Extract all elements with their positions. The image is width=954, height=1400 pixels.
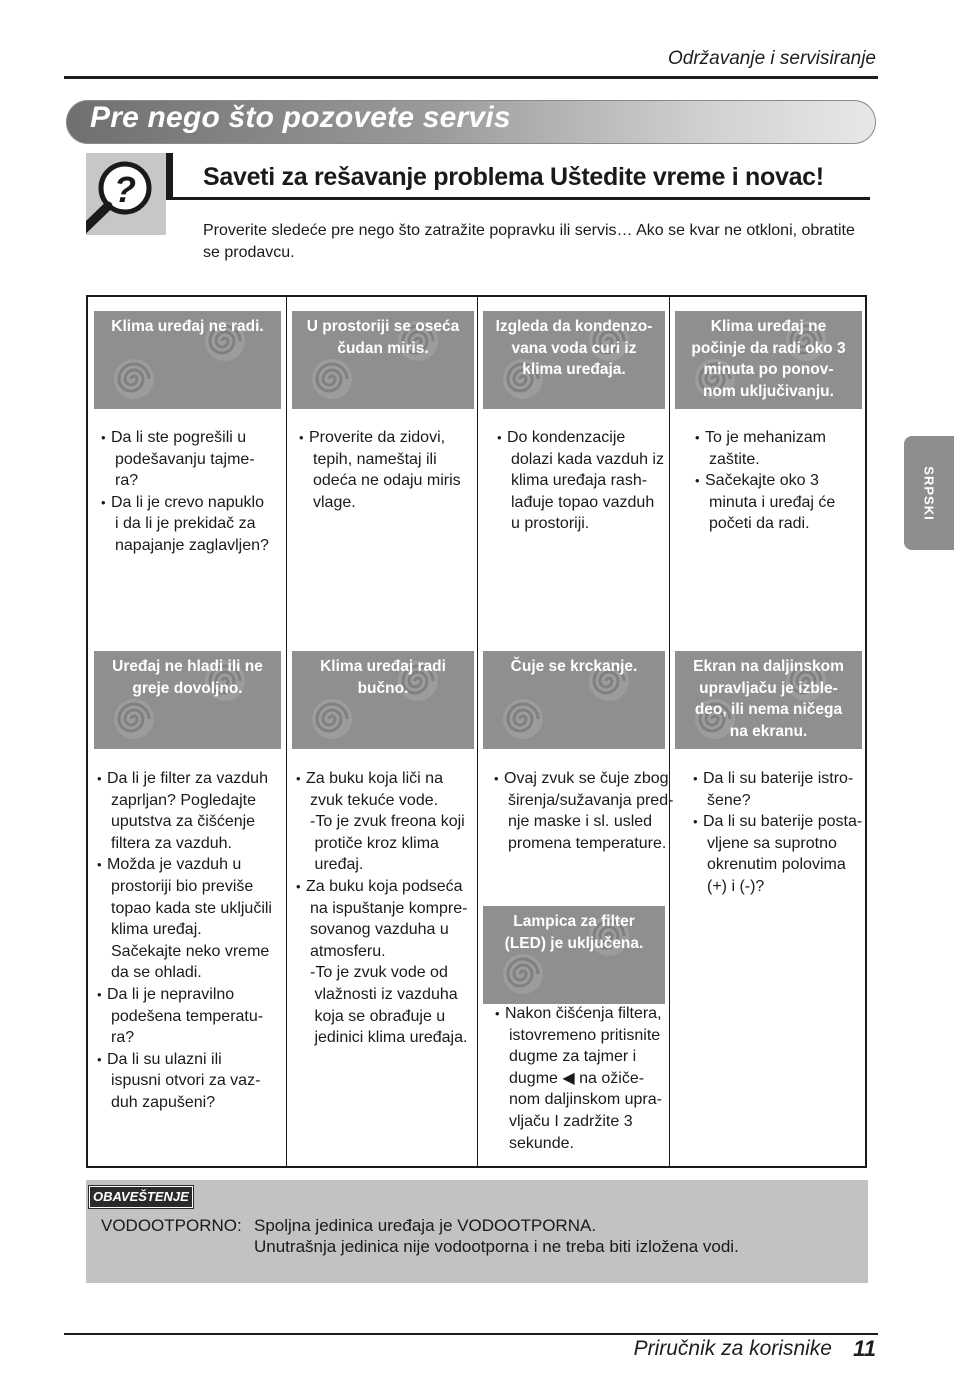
svg-text:?: ? [114, 169, 136, 210]
problem-title-line: na ekranu. [729, 722, 808, 740]
solution-line: šene? [707, 791, 751, 809]
solution-line: protiče kroz klima [310, 834, 439, 852]
swirl-decoration-icon [310, 357, 354, 401]
swirl-decoration-icon [501, 952, 545, 996]
problem-header [292, 311, 474, 409]
swirl-decoration-icon [501, 697, 545, 741]
problem-header [292, 651, 474, 749]
solution-line: lađuje topao vazduh [511, 493, 655, 511]
heading-accent-bar [166, 153, 173, 199]
solution-line: koja se obrađuje u [310, 1007, 446, 1025]
top-rule [64, 76, 878, 79]
problem-title-line: Izgleda da kondenzo- [495, 318, 653, 335]
problem-header [94, 651, 281, 749]
solution-list [494, 768, 674, 854]
problem-title-line: vana voda curi iz [511, 339, 637, 357]
solution-list [299, 427, 475, 513]
solution-line: vlažnosti iz vazduha [310, 985, 458, 1003]
solution-list [497, 427, 665, 535]
solution-line: okrenutim polovima [707, 856, 846, 874]
notice-line: Unutrašnja jedinica nije vodootporna i ne treba biti izložena vodi. [254, 1237, 739, 1256]
solution-line: nje maske i sl. usled [508, 813, 653, 831]
solution-bullet: • Do kondenzacije [497, 427, 665, 449]
problem-title-line: Klima uređaj ne [710, 318, 827, 335]
problem-title-line: deo, ili nema ničega [694, 701, 843, 718]
solution-line: odeća ne odaju miris [313, 472, 461, 490]
problem-title-line: Lampica za filter [513, 913, 635, 930]
bottom-rule [64, 1333, 878, 1335]
solution-bullet: • Da li su ulazni ili [97, 1049, 283, 1071]
problem-title-line: počinje da radi oko 3 [691, 339, 846, 357]
problem-title [292, 311, 474, 359]
problem-title-line: greje dovoljno. [132, 679, 243, 697]
solution-line: podešena temperatu- [111, 1007, 264, 1025]
solution-line: dugme za tajmer i [509, 1048, 637, 1066]
solution-bullet: • Da li je filter za vazduh [97, 768, 283, 790]
solution-line: i da li je prekidač za [115, 515, 256, 533]
solution-line: vlage. [313, 493, 356, 511]
solution-bullet: • Sačekajte oko 3 [695, 470, 863, 492]
page-title: Pre nego što pozovete servis [90, 101, 511, 134]
solution-line: uređaj. [310, 856, 364, 874]
problem-header [483, 651, 665, 749]
problem-title-line: Čuje se krckanje. [510, 658, 638, 675]
problem-header [483, 311, 665, 409]
footer-label: Priručnik za korisnike [633, 1337, 832, 1360]
solution-list [101, 427, 281, 557]
problem-title [675, 311, 862, 402]
solution-bullet: • Možda je vazduh u [97, 854, 283, 876]
heading-underline [166, 197, 870, 200]
solution-line: zvuk tekuće vode. [310, 791, 439, 809]
section-title: Saveti za rešavanje problema Uštedite vreme i novac! [203, 163, 824, 191]
solution-bullet: • Da li su baterije istro- [693, 768, 868, 790]
solution-bullet: • Proverite da zidovi, [299, 427, 475, 449]
solution-line: prostoriji bio previše [111, 877, 254, 895]
notice-badge: OBAVEŠTENJE [89, 1186, 193, 1208]
solution-line: dolazi kada vazduh iz [511, 450, 664, 468]
problem-title-line: bučno. [357, 679, 409, 697]
column-divider [286, 296, 287, 1167]
solution-line: sekunde. [509, 1134, 574, 1152]
solution-line: da se ohladi. [111, 964, 202, 982]
help-box [86, 153, 166, 235]
solution-line: promena temperature. [508, 834, 667, 852]
problem-title-line: Uređaj ne hladi ili ne [112, 658, 263, 675]
solution-line: duh zapušeni? [111, 1093, 216, 1111]
solution-bullet: • Za buku koja podseća [296, 876, 476, 898]
solution-line: napajanje zaglavljen? [115, 536, 269, 554]
solution-line: zaštite. [709, 450, 760, 468]
solution-line: tepih, nameštaj ili [313, 450, 437, 468]
solution-line: -To je zvuk vode od [310, 964, 448, 982]
swirl-decoration-icon [310, 697, 354, 741]
solution-line: ispusni otvori za vaz- [111, 1072, 261, 1090]
solution-list [693, 768, 868, 898]
problem-title [94, 311, 281, 338]
solution-line: filtera za vazduh. [111, 834, 232, 852]
solution-list [495, 1003, 667, 1154]
problem-title-line: minuta po ponov- [703, 361, 834, 378]
problem-header [675, 311, 862, 409]
running-head: Održavanje i servisiranje [667, 48, 876, 69]
problem-title-line: Ekran na daljinskom [693, 658, 844, 675]
problem-title [94, 651, 281, 699]
problem-title [292, 651, 474, 699]
solution-line: uputstva za čišćenje [111, 813, 256, 831]
column-divider [669, 296, 670, 1167]
magnifier-question-icon [86, 153, 166, 235]
solution-line: nom daljinskom upra- [509, 1091, 662, 1109]
solution-list [296, 768, 476, 1049]
problem-title [483, 651, 665, 678]
problem-title-line: nom uključivanju. [703, 382, 834, 400]
notice-line: Spoljna jedinica uređaja je VODOOTPORNA. [254, 1216, 597, 1235]
notice-key: VODOOTPORNO: [101, 1216, 242, 1235]
problem-title-line: (LED) je uključena. [504, 934, 644, 952]
solution-line: širenja/sužavanja pred- [508, 791, 674, 809]
problem-header [675, 651, 862, 749]
problem-title-line: U prostoriji se oseća [306, 318, 460, 335]
problem-header [483, 906, 665, 1004]
solution-line: dugme ◀ na ožiče- [509, 1069, 645, 1087]
solution-line: ra? [111, 1029, 135, 1047]
problem-title [483, 311, 665, 381]
solution-list [695, 427, 863, 535]
solution-line: klima uređaj. [111, 921, 202, 939]
page-number: 11 [853, 1336, 876, 1361]
problem-title-line: Klima uređaj ne radi. [111, 318, 264, 335]
solution-bullet: • Da li je crevo napuklo [101, 492, 281, 514]
solution-line: (+) i (-)? [707, 877, 765, 895]
problem-title-line: upravljaču je izble- [699, 679, 838, 697]
solution-line: istovremeno pritisnite [509, 1026, 661, 1044]
solution-line: jedinici klima uređaja. [310, 1029, 468, 1047]
solution-bullet: • Za buku koja liči na [296, 768, 476, 790]
solution-bullet: • To je mehanizam [695, 427, 863, 449]
solution-bullet: • Da li su baterije posta- [693, 811, 868, 833]
solution-line: klima uređaja rash- [511, 472, 648, 490]
problem-title [483, 906, 665, 954]
intro-text [203, 220, 871, 264]
solution-line: Sačekajte neko vreme [111, 942, 270, 960]
language-tab [904, 436, 954, 550]
problem-header [94, 311, 281, 409]
solution-line: vljaču I zadržite 3 [509, 1112, 633, 1130]
solution-line: zaprljan? Pogledajte [111, 791, 256, 809]
problem-title-line: Klima uređaj radi [320, 658, 446, 675]
problem-title-line: klima uređaja. [522, 361, 626, 378]
solution-bullet: • Ovaj zvuk se čuje zbog [494, 768, 669, 790]
swirl-decoration-icon [112, 697, 156, 741]
column-divider [477, 296, 478, 1167]
solution-bullet: • Nakon čišćenja filtera, [495, 1003, 667, 1025]
solution-line: -To je zvuk freona koji [310, 813, 465, 831]
intro-line: Proverite sledeće pre nego što zatražite popravku ili servis… Ako se kvar ne otkloni, obratite [203, 222, 855, 239]
solution-line: sovanog vazduha u [310, 921, 449, 939]
solution-line: podešavanju tajme- [115, 450, 255, 468]
intro-line: se prodavcu. [203, 244, 295, 261]
swirl-decoration-icon [112, 357, 156, 401]
solution-line: atmosferu. [310, 942, 386, 960]
solution-bullet: • Da li ste pogrešili u [101, 427, 281, 449]
problem-title-line: čudan miris. [337, 339, 429, 357]
solution-line: topao kada ste uključili [111, 899, 272, 917]
solution-bullet: • Da li je nepravilno [97, 984, 283, 1006]
solution-list [97, 768, 283, 1114]
solution-line: vljene sa suprotno [707, 834, 837, 852]
solution-line: ra? [115, 472, 139, 490]
solution-line: početi da radi. [709, 515, 810, 533]
problem-title [675, 651, 862, 742]
solution-line: minuta i uređaj će [709, 493, 836, 511]
solution-line: na ispuštanje kompre- [310, 899, 468, 917]
solution-line: u prostoriji. [511, 515, 590, 533]
language-tab-label: SRPSKI [921, 465, 937, 521]
